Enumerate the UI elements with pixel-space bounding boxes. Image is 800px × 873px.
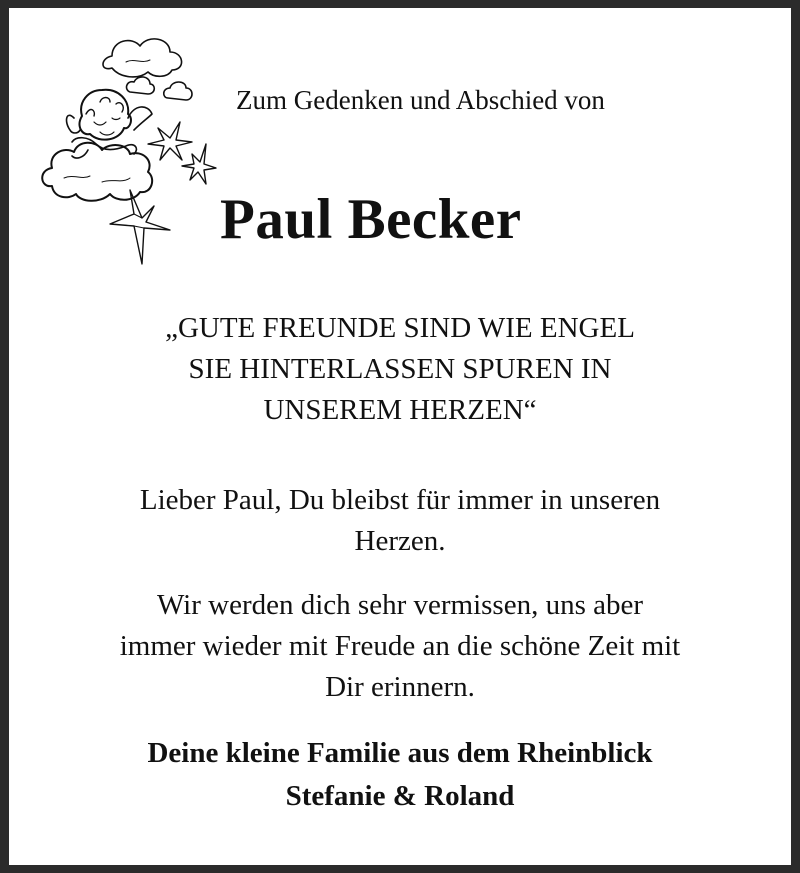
memory-paragraph — [0, 585, 800, 708]
intro-line: Zum Gedenken und Abschied von — [236, 85, 605, 115]
quote-line: SIE HINTERLASSEN SPUREN IN — [188, 353, 612, 385]
signature-line: Deine kleine Familie aus dem Rheinblick — [147, 737, 653, 769]
signature-line: Stefanie & Roland — [285, 780, 515, 812]
paragraph-line: Herzen. — [354, 525, 446, 557]
deceased-name: Paul Becker — [220, 188, 522, 251]
memorial-quote — [0, 308, 800, 431]
signature — [0, 732, 800, 818]
paragraph-line: Lieber Paul, Du bleibst für immer in unseren — [139, 484, 661, 516]
paragraph-line: immer wieder mit Freude an die schöne Zeit mit — [119, 630, 681, 662]
farewell-paragraph — [0, 480, 800, 562]
paragraph-line: Dir erinnern. — [325, 671, 475, 703]
quote-line: UNSEREM HERZEN“ — [263, 394, 537, 426]
quote-line: „GUTE FREUNDE SIND WIE ENGEL — [165, 312, 635, 344]
angel-on-cloud-icon — [30, 18, 230, 273]
paragraph-line: Wir werden dich sehr vermissen, uns aber — [156, 589, 644, 621]
